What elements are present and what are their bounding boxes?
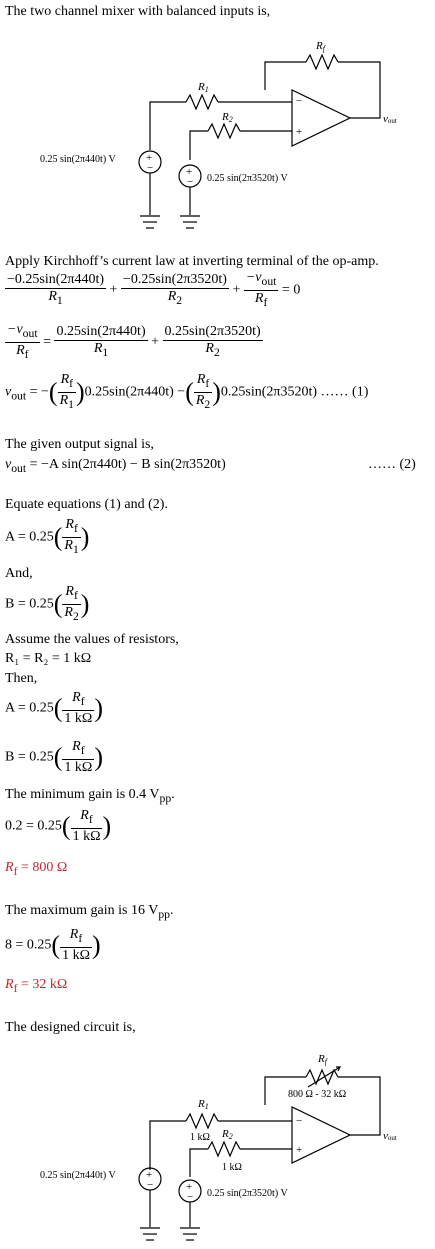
rf-range-label: 800 Ω - 32 kΩ (288, 1089, 347, 1100)
svg-text:+: + (296, 126, 303, 138)
rf-label: Rf (316, 40, 325, 53)
circuit-diagram-1 (0, 30, 435, 240)
equation-rearranged: $\frac{-v_{out}}{R_f}$ = $\frac{0.25\sin(2\pi 440t)}{R_1}$ + $\frac{0.25\sin(2\pi 3520t)}{R_2}$ (7, 322, 261, 361)
min-gain-text: The minimum gain is 0.4 $V_{pp}$. (5, 787, 175, 805)
svg-text:−: − (296, 1115, 303, 1127)
equation-2-tag: …… (2) (368, 457, 416, 472)
source2-label: 0.25 sin(2π3520t) V (207, 173, 288, 184)
intro-text: The two channel mixer with balanced inputs is, (5, 4, 271, 19)
svg-text:+: + (146, 1169, 153, 1181)
equation-a: A = 0.25( $\frac{R_f}{R_1}$ ) (5, 517, 90, 556)
equation-b-values: B = 0.25( $\frac{R_f}{1 k\Omega}$ ) (5, 739, 103, 775)
svg-text:R2: R2 (222, 1128, 233, 1141)
r1-value-label: 1 kΩ (190, 1132, 210, 1143)
svg-text:+: + (186, 1181, 193, 1193)
r2-label: R2 (222, 111, 233, 124)
designed-text: The designed circuit is, (5, 1020, 136, 1035)
equation-max: 8 = 0.25( $\frac{R_f}{1 k\Omega}$ ) (5, 927, 101, 963)
svg-text:vout: vout (383, 1130, 397, 1142)
svg-text:0.25 sin(2π3520t) V: 0.25 sin(2π3520t) V (207, 1188, 288, 1199)
svg-text:R1: R1 (198, 1098, 209, 1111)
rf-max-result: $R_f = 32$ kΩ (5, 977, 68, 995)
equation-min: 0.2 = 0.25( $\frac{R_f}{1 k\Omega}$ ) (5, 808, 112, 844)
svg-text:+: + (146, 152, 153, 164)
svg-text:+: + (186, 166, 193, 178)
equation-b: B = 0.25( $\frac{R_f}{R_2}$ ) (5, 584, 90, 623)
svg-text:+: + (296, 1144, 303, 1156)
svg-text:−: − (147, 1179, 154, 1191)
rf-min-result: $R_f = 800$ Ω (5, 860, 68, 878)
svg-text:0.25 sin(2π440t) V: 0.25 sin(2π440t) V (40, 1170, 116, 1181)
source1-label: 0.25 sin(2π440t) V (40, 154, 116, 165)
given-text: The given output signal is, (5, 437, 154, 452)
equation-a-values: A = 0.25( $\frac{R_f}{1 k\Omega}$ ) (5, 690, 103, 726)
svg-text:−: − (296, 95, 303, 107)
equation-given: $v_{out} = -A$ sin(2π440t) − B sin(2π3520t) (5, 457, 226, 475)
equation-vout: $v_{out}$ = −( $\frac{R_f}{R_1}$ )0.25sin(2π440t) −( $\frac{R_f}{R_2}$ )0.25sin(2π3520t) …… (1) (5, 372, 369, 411)
svg-text:−: − (147, 162, 154, 174)
then-text: Then, (5, 671, 38, 686)
svg-text:Rf: Rf (318, 1053, 327, 1066)
resistor-values: R₁ = R₂ = 1 kΩ (5, 651, 92, 666)
vout-label: vout (383, 113, 397, 125)
svg-text:−: − (187, 1191, 194, 1203)
r1-label: R1 (198, 81, 209, 94)
svg-text:−: − (187, 176, 194, 188)
assume-text: Assume the values of resistors, (5, 632, 179, 647)
and-text: And, (5, 566, 33, 581)
r2-value-label: 1 kΩ (222, 1162, 242, 1173)
circuit-diagram-2 (0, 1045, 435, 1249)
max-gain-text: The maximum gain is 16 $V_{pp}$. (5, 903, 174, 921)
equate-text: Equate equations (1) and (2). (5, 497, 168, 512)
equation-kcl: $\frac{-0.25\sin(2\pi 440t)}{R_1}$ + $\frac{-0.25\sin(2\pi 3520t)}{R_2}$ + $\frac{-v_{out}}{R_f}$ = 0 (7, 270, 301, 309)
kcl-text: Apply Kirchhoff’s current law at inverting terminal of the op-amp. (5, 254, 379, 269)
